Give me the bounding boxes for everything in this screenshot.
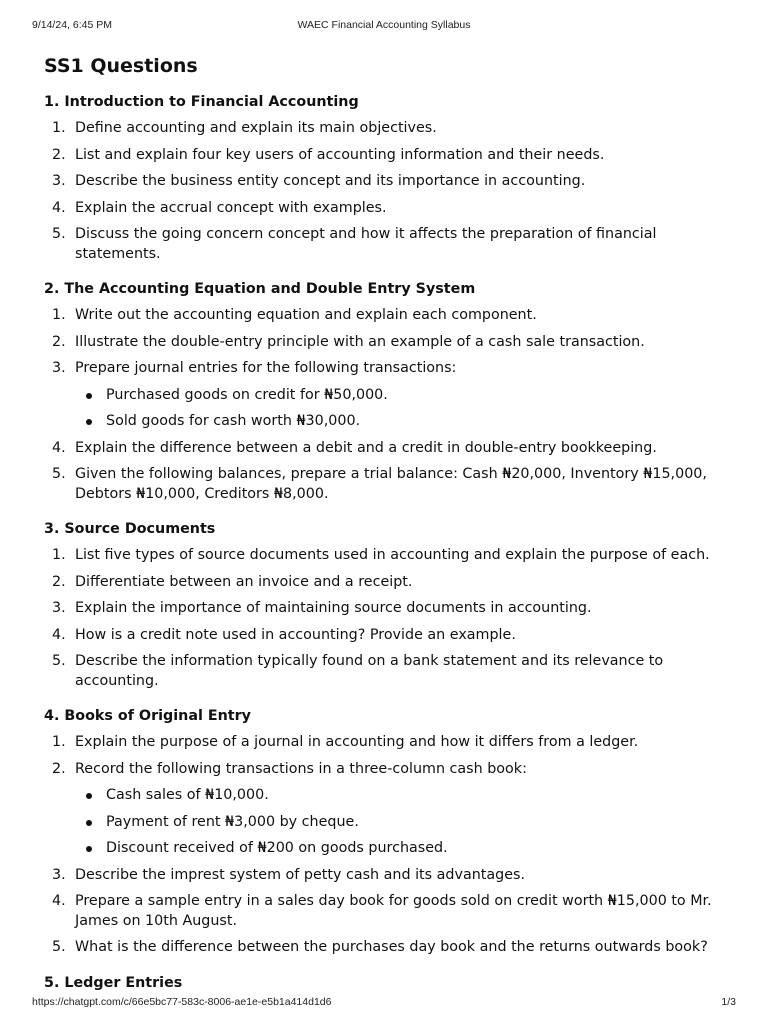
question-number: 2. xyxy=(52,760,66,777)
question-text: Explain the importance of maintaining source documents in accounting. xyxy=(75,600,592,616)
transaction-item: Payment of rent ₦3,000 by cheque. xyxy=(75,813,734,833)
question-number: 1. xyxy=(52,120,66,136)
question-number: 5. xyxy=(52,939,66,955)
question-number: 3. xyxy=(52,866,66,883)
question-number: 2. xyxy=(52,333,66,350)
question-text: Explain the difference between a debit and a credit in double-entry bookkeeping. xyxy=(75,439,657,456)
question-item xyxy=(44,866,734,886)
question-text: Discuss the going concern concept and how it affects the preparation of financial statements. xyxy=(75,226,657,262)
question-number: 1. xyxy=(52,307,66,323)
question-text: Describe the imprest system of petty cash and its advantages. xyxy=(75,866,526,883)
transaction-item: Cash sales of ₦10,000. xyxy=(75,786,734,806)
page-number: 1/3 xyxy=(721,996,736,1008)
question-text: Differentiate between an invoice and a receipt. xyxy=(75,573,413,590)
question-number: 3. xyxy=(52,600,66,616)
document-body xyxy=(44,54,734,1008)
transaction-item: Discount received of ₦200 on goods purchased. xyxy=(75,839,734,859)
transaction-item: Purchased goods on credit for ₦50,000. xyxy=(75,386,734,406)
question-number: 5. xyxy=(52,466,66,482)
question-number: 3. xyxy=(52,360,66,376)
question-text: Write out the accounting equation and explain each component. xyxy=(75,307,537,323)
print-datetime: 9/14/24, 6:45 PM xyxy=(32,19,112,31)
transaction-list xyxy=(75,786,734,859)
question-list xyxy=(44,546,734,691)
question-item xyxy=(44,733,734,753)
question-item xyxy=(44,465,734,504)
section xyxy=(44,706,734,958)
question-item xyxy=(44,172,734,192)
question-number: 2. xyxy=(52,573,66,590)
question-text: Prepare journal entries for the following transactions: xyxy=(75,360,457,376)
question-item xyxy=(44,119,734,139)
section-title: 4. Books of Original Entry xyxy=(44,708,252,724)
question-item xyxy=(44,199,734,219)
question-item xyxy=(44,546,734,566)
sections-container xyxy=(44,92,734,993)
question-number: 1. xyxy=(52,547,66,563)
question-list xyxy=(44,733,734,958)
question-number: 2. xyxy=(52,146,66,163)
section-title: 5. Ledger Entries xyxy=(44,974,183,991)
question-text: What is the difference between the purchases day book and the returns outwards book? xyxy=(75,939,708,955)
question-text: Define accounting and explain its main objectives. xyxy=(75,120,437,136)
question-item xyxy=(44,760,734,859)
question-text: How is a credit note used in accounting? Provide an example. xyxy=(75,626,516,643)
question-text: Describe the business entity concept and its importance in accounting. xyxy=(75,173,586,189)
question-text: Illustrate the double-entry principle with an example of a cash sale transaction. xyxy=(75,333,645,350)
question-number: 5. xyxy=(52,226,66,242)
print-header xyxy=(32,18,736,32)
question-item xyxy=(44,938,734,958)
question-item xyxy=(44,306,734,326)
question-list xyxy=(44,119,734,264)
question-number: 3. xyxy=(52,173,66,189)
question-item xyxy=(44,146,734,166)
question-text: Describe the information typically found on a bank statement and its relevance to accounting. xyxy=(75,653,664,689)
question-text: List and explain four key users of accounting information and their needs. xyxy=(75,146,605,163)
question-number: 4. xyxy=(52,439,66,456)
print-footer xyxy=(32,995,736,1009)
question-item xyxy=(44,225,734,264)
question-item xyxy=(44,333,734,353)
section-title: 2. The Accounting Equation and Double Entry System xyxy=(44,281,476,297)
page-title: SS1 Questions xyxy=(44,55,198,77)
question-item xyxy=(44,359,734,432)
question-item xyxy=(44,626,734,646)
section-title: 1. Introduction to Financial Accounting xyxy=(44,94,359,110)
transaction-list xyxy=(75,386,734,432)
question-text: Given the following balances, prepare a trial balance: Cash ₦20,000, Inventory ₦15,000, Debtors ₦10,000, Creditors ₦8,000. xyxy=(75,466,707,502)
question-number: 4. xyxy=(52,893,66,909)
question-item xyxy=(44,892,734,931)
question-number: 5. xyxy=(52,653,66,669)
question-list xyxy=(44,306,734,504)
question-text: Explain the accrual concept with examples. xyxy=(75,199,387,216)
section xyxy=(44,279,734,504)
question-item xyxy=(44,573,734,593)
question-item xyxy=(44,439,734,459)
question-text: Prepare a sample entry in a sales day book for goods sold on credit worth ₦15,000 to Mr. James on 10th August. xyxy=(75,893,712,929)
question-text: Explain the purpose of a journal in accounting and how it differs from a ledger. xyxy=(75,734,639,750)
question-number: 1. xyxy=(52,734,66,750)
question-item xyxy=(44,599,734,619)
question-number: 4. xyxy=(52,199,66,216)
question-text: Record the following transactions in a three-column cash book: xyxy=(75,760,527,777)
section xyxy=(44,92,734,264)
print-url[interactable]: https://chatgpt.com/c/66e5bc77-583c-8006-ae1e-e5b1a414d1d6 xyxy=(32,996,332,1008)
section xyxy=(44,519,734,691)
section xyxy=(44,973,734,993)
question-item xyxy=(44,652,734,691)
section-title: 3. Source Documents xyxy=(44,521,216,537)
print-doc-title: WAEC Financial Accounting Syllabus xyxy=(297,19,471,31)
question-text: List five types of source documents used in accounting and explain the purpose of each. xyxy=(75,547,710,563)
question-number: 4. xyxy=(52,626,66,643)
transaction-item: Sold goods for cash worth ₦30,000. xyxy=(75,412,734,432)
